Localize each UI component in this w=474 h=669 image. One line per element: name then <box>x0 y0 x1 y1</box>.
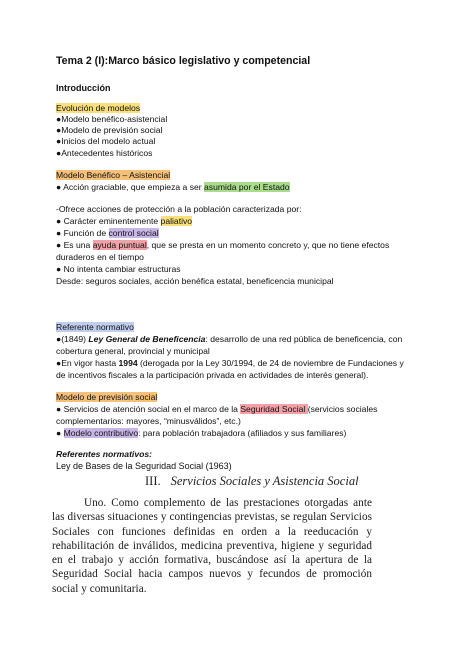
referente-line-2: cobertura general, provincial y municipal <box>56 346 210 356</box>
section-heading-intro: Introducción <box>56 83 111 93</box>
benefico-line-8: Desde: seguros sociales, acción benéfica estatal, beneficencia municipal <box>56 276 334 286</box>
refs-heading: Referentes normativos: <box>56 449 152 459</box>
page-title: Tema 2 (I):Marco básico legislativo y competencial <box>56 55 311 67</box>
referente-line-3: ●En vigor hasta 1994 (derogada por la Ley 30/1994, de 24 de noviembre de Fundaciones y <box>56 358 404 368</box>
referente-line-1: ●(1849) Ley General de Beneficencia: desarrollo de una red pública de beneficencia, con <box>56 334 403 344</box>
benefico-heading: Modelo Benéfico – Asistencial <box>56 170 171 180</box>
scan-section-title: III. Servicios Sociales y Asistencia Social <box>145 474 359 488</box>
benefico-line-1: ● Acción graciable, que empieza a ser asumida por el Estado <box>56 182 290 192</box>
referente-line-4: de incentivos fiscales a la participación privada en actividades de interés general). <box>56 370 369 380</box>
prevision-heading: Modelo de previsión social <box>56 392 158 402</box>
list-item: ●Antecedentes históricos <box>56 148 153 158</box>
benefico-line-4: ● Función de control social <box>56 228 159 238</box>
scan-body-text: Uno. Como complemento de las prestaciones otorgadas ante las diversas situaciones y contingencias previstas, se regulan Servicios Sociales con funciones definidas en orden a la reeducación y rehabilitación de inválidos, medicina preventiva, higiene y seguridad en el trabajo y acción formativa, buscándose así la apertura de la Seguridad Social hacia campos nuevos y fecundos de promoción social y comunitaria. <box>52 497 372 595</box>
list-item: ●Modelo benéfico-asistencial <box>56 114 168 124</box>
benefico-line-5: ● Es una ayuda puntual, que se presta en un momento concreto y, que no tiene efectos <box>56 240 390 250</box>
prevision-line-1: ● Servicios de atención social en el marco de la Seguridad Social (servicios sociales <box>56 404 378 414</box>
benefico-line-2: -Ofrece acciones de protección a la población caracterizada por: <box>56 204 302 214</box>
referente-heading: Referente normativo <box>56 322 134 332</box>
prevision-line-2: complementarios: mayores, “minusválidos”, etc.) <box>56 416 241 426</box>
prevision-line-3: ● Modelo contributivo: para población trabajadora (afiliados y sus familiares) <box>56 428 347 438</box>
benefico-line-6: duraderos en el tiempo <box>56 252 144 262</box>
refs-line-1: Ley de Bases de la Seguridad Social (1963) <box>56 461 232 471</box>
list-item: ●Modelo de previsión social <box>56 125 163 135</box>
benefico-line-7: ● No intenta cambiar estructuras <box>56 264 181 274</box>
evolucion-heading: Evolución de modelos <box>56 103 141 113</box>
benefico-line-3: ● Carácter eminentemente paliativo <box>56 216 193 226</box>
list-item: ●Inicios del modelo actual <box>56 136 156 146</box>
